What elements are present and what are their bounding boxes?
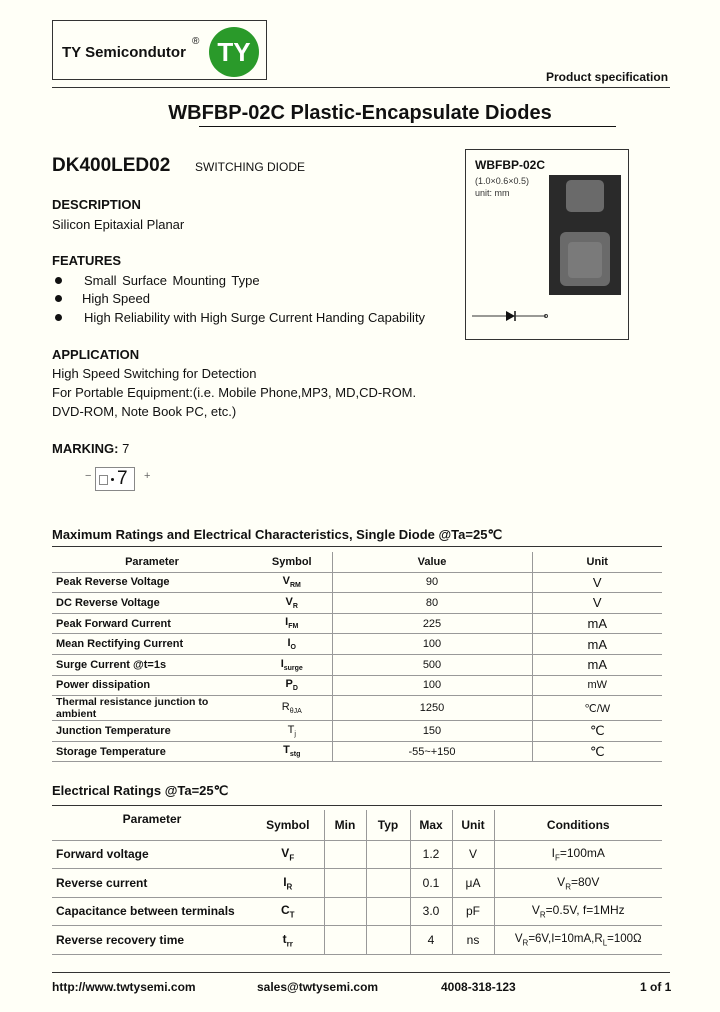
part-subtitle: SWITCHING DIODE — [195, 160, 305, 174]
package-pad-inner — [568, 242, 602, 278]
value-cell: 90 — [332, 572, 532, 593]
table-header-row — [52, 810, 662, 840]
unit-cell: mA — [532, 634, 662, 655]
param-cell: Storage Temperature — [52, 741, 252, 762]
param-cell: DC Reverse Voltage — [52, 593, 252, 614]
table1-title: Maximum Ratings and Electrical Characteristics, Single Diode @Ta=25℃ — [52, 527, 503, 542]
col-header: Unit — [532, 552, 662, 572]
typ-cell — [366, 897, 410, 926]
table-row — [52, 741, 662, 762]
footer-url[interactable]: http://www.twtysemi.com — [52, 980, 196, 994]
dot-mark — [111, 478, 114, 481]
max-ratings-table — [52, 552, 662, 762]
max-cell: 3.0 — [410, 897, 452, 926]
marking-label — [52, 441, 129, 456]
symbol-cell: $C_T$ — [252, 897, 324, 926]
table-row — [52, 840, 662, 869]
marking-box — [95, 467, 135, 491]
unit-cell: ℃ — [532, 741, 662, 762]
marking-lead-right: + — [144, 470, 151, 482]
conditions-cell: $V_R=80V$ — [494, 869, 662, 898]
feature-item: High Speed — [82, 291, 150, 306]
min-cell — [324, 869, 366, 898]
conditions-cell: $V_R=6V,I=10mA,R_L=100\Omega$ — [494, 926, 662, 955]
max-cell: 0.1 — [410, 869, 452, 898]
param-cell: Reverse recovery time — [52, 926, 252, 955]
param-cell: Forward voltage — [52, 840, 252, 869]
symbol-cell: $R_{\theta JA}$ — [252, 696, 332, 721]
footer-divider — [52, 972, 670, 973]
unit-cell: mW — [532, 675, 662, 696]
footer-page: 1 of 1 — [640, 980, 672, 994]
col-header: Value — [332, 552, 532, 572]
header-divider — [52, 87, 670, 88]
application-heading: APPLICATION — [52, 347, 140, 362]
param-cell: Thermal resistance junction to ambient — [52, 696, 252, 721]
unit-cell: mA — [532, 654, 662, 675]
package-pad-top — [566, 180, 604, 212]
unit-cell: pF — [452, 897, 494, 926]
max-cell: 1.2 — [410, 840, 452, 869]
application-line: DVD-ROM, Note Book PC, etc.) — [52, 404, 237, 419]
table-row — [52, 675, 662, 696]
symbol-cell: $P_D$ — [252, 675, 332, 696]
typ-cell — [366, 926, 410, 955]
col-header: Unit — [452, 810, 494, 840]
col-header: Symbol — [252, 552, 332, 572]
footer-email[interactable]: sales@twtysemi.com — [257, 980, 379, 994]
table-row — [52, 613, 662, 634]
marking-lead-left: − — [85, 470, 92, 482]
unit-cell: V — [452, 840, 494, 869]
table-row — [52, 593, 662, 614]
bullet-icon — [55, 277, 62, 284]
table2-top-rule — [52, 805, 662, 806]
table2-title: Electrical Ratings @Ta=25℃ — [52, 783, 229, 798]
marking-value: 7 — [122, 441, 130, 456]
max-cell: 4 — [410, 926, 452, 955]
conditions-cell: $I_F=100mA$ — [494, 840, 662, 869]
value-cell: 500 — [332, 654, 532, 675]
symbol-cell: $I_{surge}$ — [252, 654, 332, 675]
unit-cell: ℃/W — [532, 696, 662, 721]
title-underline — [199, 126, 616, 127]
col-header: Max — [410, 810, 452, 840]
diode-symbol-icon — [470, 308, 550, 324]
marking-code: 7 — [117, 468, 128, 489]
unit-cell: ℃ — [532, 721, 662, 742]
param-cell: Reverse current — [52, 869, 252, 898]
table1-top-rule — [52, 546, 662, 547]
unit-cell: V — [532, 572, 662, 593]
col-header: Typ — [366, 810, 410, 840]
footer-phone: 4008-318-123 — [441, 980, 516, 994]
col-header: Conditions — [494, 810, 662, 840]
symbol-cell: $T_j$ — [252, 721, 332, 742]
unit-cell: μA — [452, 869, 494, 898]
symbol-cell: $t_{rr}$ — [252, 926, 324, 955]
param-cell: Junction Temperature — [52, 721, 252, 742]
application-line: For Portable Equipment:(i.e. Mobile Phone,MP3, MD,CD-ROM. — [52, 385, 417, 400]
unit-cell: V — [532, 593, 662, 614]
table-header-row — [52, 552, 662, 572]
table-row — [52, 897, 662, 926]
param-cell: Capacitance between terminals — [52, 897, 252, 926]
value-cell: 150 — [332, 721, 532, 742]
table-row — [52, 572, 662, 593]
param-cell: Peak Reverse Voltage — [52, 572, 252, 593]
param-cell: Power dissipation — [52, 675, 252, 696]
product-spec-label: Product specification — [546, 70, 669, 84]
col-header: Parameter — [52, 552, 252, 572]
bullet-icon — [55, 295, 62, 302]
feature-item: High Reliability with High Surge Current Handing Capability — [84, 310, 426, 325]
param-cell: Peak Forward Current — [52, 613, 252, 634]
bullet-icon — [55, 314, 62, 321]
value-cell: 100 — [332, 634, 532, 655]
param-cell: Surge Current @t=1s — [52, 654, 252, 675]
value-cell: -55~+150 — [332, 741, 532, 762]
symbol-cell: $I_R$ — [252, 869, 324, 898]
features-heading: FEATURES — [52, 253, 122, 268]
registered-mark: ® — [192, 36, 200, 47]
value-cell: 1250 — [332, 696, 532, 721]
table-row — [52, 869, 662, 898]
col-header: Parameter — [52, 810, 252, 840]
page-title: WBFBP-02C Plastic-Encapsulate Diodes — [168, 102, 552, 124]
part-number: DK400LED02 — [52, 155, 171, 176]
table-row — [52, 696, 662, 721]
feature-item: Small Surface Mounting Type — [84, 273, 260, 288]
symbol-cell: $I_{FM}$ — [252, 613, 332, 634]
value-cell: 80 — [332, 593, 532, 614]
package-unit: unit: mm — [475, 188, 510, 198]
col-header: Symbol — [252, 810, 324, 840]
description-heading: DESCRIPTION — [52, 197, 141, 212]
conditions-cell: $V_R=0.5V$, f=1MHz — [494, 897, 662, 926]
description-text: Silicon Epitaxial Planar — [52, 217, 185, 232]
value-cell: 225 — [332, 613, 532, 634]
table-row — [52, 634, 662, 655]
logo-text: TY — [217, 36, 251, 67]
package-dims: (1.0×0.6×0.5) — [475, 176, 530, 186]
param-cell: Mean Rectifying Current — [52, 634, 252, 655]
symbol-cell: $V_{RM}$ — [252, 572, 332, 593]
cathode-mark — [99, 475, 108, 485]
table-row — [52, 926, 662, 955]
electrical-ratings-table — [52, 810, 662, 955]
typ-cell — [366, 869, 410, 898]
symbol-cell: $I_O$ — [252, 634, 332, 655]
min-cell — [324, 897, 366, 926]
value-cell: 100 — [332, 675, 532, 696]
unit-cell: ns — [452, 926, 494, 955]
table-row — [52, 721, 662, 742]
ty-logo — [209, 27, 259, 77]
company-name: TY Semicondutor — [62, 44, 186, 61]
symbol-cell: $T_{stg}$ — [252, 741, 332, 762]
table-row — [52, 654, 662, 675]
min-cell — [324, 840, 366, 869]
unit-cell: mA — [532, 613, 662, 634]
typ-cell — [366, 840, 410, 869]
symbol-cell: $V_F$ — [252, 840, 324, 869]
col-header: Min — [324, 810, 366, 840]
min-cell — [324, 926, 366, 955]
marking-label-text: MARKING: — [52, 441, 119, 456]
package-title: WBFBP-02C — [475, 158, 546, 172]
symbol-cell: $V_R$ — [252, 593, 332, 614]
application-line: High Speed Switching for Detection — [52, 366, 257, 381]
